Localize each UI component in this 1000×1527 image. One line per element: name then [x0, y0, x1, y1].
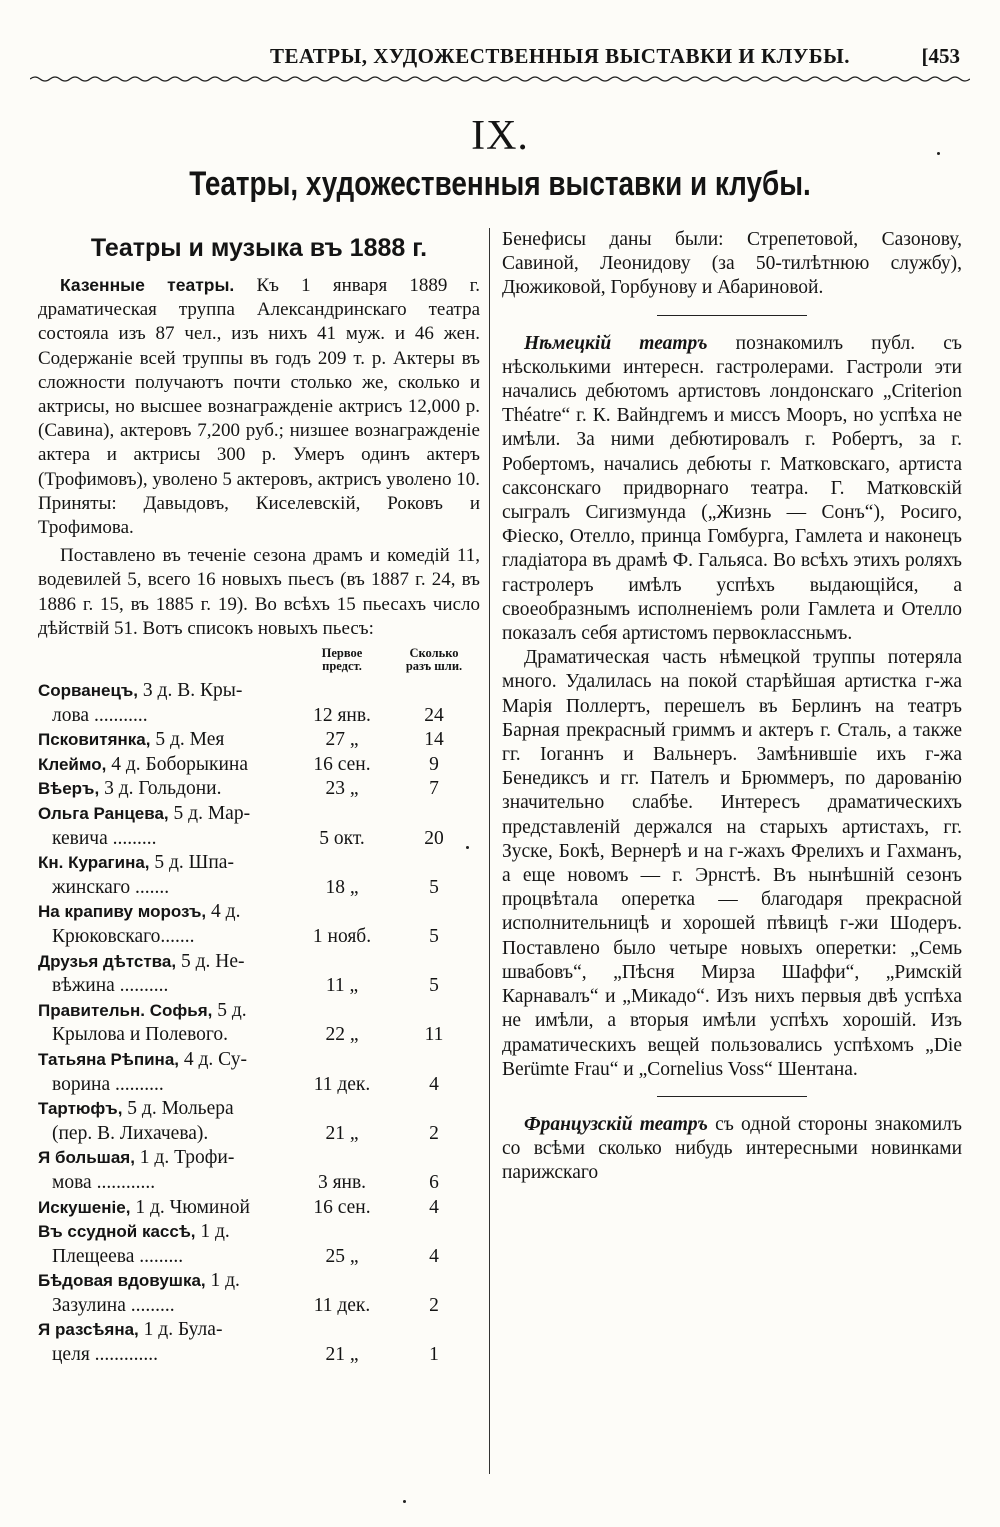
first-performance-cell: 11 дек. — [313, 1294, 371, 1316]
column-divider — [489, 228, 490, 1474]
table-header-times-performed: Сколько разъ шли. — [405, 646, 463, 674]
first-performance-cell: 11 дек. — [313, 1073, 371, 1095]
subheading: Театры и музыка въ 1888 г. — [90, 234, 428, 262]
play-title-continuation: целя ............. — [52, 1344, 159, 1366]
play-cell — [38, 851, 296, 900]
table-row — [38, 1318, 480, 1367]
paragraph-new-plays: Поставлено въ теченіе сезона драмъ и комедій 11, водевилей 5, всего 16 новыхъ пьесъ (въ 1887 г. 24, въ 1886 г. 15, въ 1885 г. 19). Во всѣхъ 15 пьесахъ число дѣйствій 51. Вотъ списокъ новыхъ пьесъ: — [38, 545, 480, 639]
play-detail: 5 д. — [212, 999, 247, 1021]
play-title-line — [38, 950, 296, 975]
play-name: Я большая, — [38, 1148, 135, 1168]
paragraph-text: познакомилъ публ. съ нѣсколькими интересн. гастролерами. Гастроли эти начались дебютомъ артистовъ лондонскаго „Criterion Théatre“ г. К. Вайндгемъ и миссъ Мооръ, но успѣха не имѣли. За ними дебютировалъ г. Робертъ, за г. Робертомъ, начались дебюты г. Матковскаго, артиста саксонскаго придворнаго театра. Г. Матковскій сыгралъ Сигизмунда („Жизнь — Сонъ“), Росиго, Фіеско, Отелло, принца Гомбурга, Гамлета и наконецъ гладіатора въ драмѣ Ф. Гальяса. Во всѣхъ этихъ роляхъ гастролеръ имѣлъ успѣхъ выдающійся, а своеобразнымъ исполненіемъ роли Гамлета и Отелло показалъ себя артистомъ первоклассньмъ. — [502, 332, 963, 645]
play-detail: 1 д. — [195, 1221, 230, 1243]
play-name: Искушеніе, — [38, 1197, 131, 1217]
play-name: Правительн. Софья, — [38, 1000, 213, 1020]
play-detail: 1 д. — [205, 1270, 240, 1292]
times-performed-cell: 2 — [429, 1122, 439, 1144]
first-performance-cell: 5 окт. — [319, 827, 365, 849]
play-title-line — [38, 1220, 296, 1245]
first-performance-cell: 21 „ — [325, 1122, 359, 1144]
first-performance-cell: 11 „ — [325, 975, 359, 997]
first-performance-cell: 18 „ — [325, 876, 359, 898]
times-performed-cell: 11 — [424, 1024, 444, 1046]
play-name: Въ ссудной кассѣ, — [38, 1222, 196, 1242]
plays-table-body — [38, 679, 480, 1368]
play-cell — [38, 679, 296, 728]
paragraph-text: Къ 1 января 1889 г. драматическая труппа Александринскаго театра состояла изъ 87 чел., изъ нихъ 41 муж. и 46 жен. Содержаніе всей труппы въ годъ 209 т. р. Актеры въ сложности получаютъ почти столько же, сколько и актрисы, но высшее вознагражденіе актрисъ 12,000 р. (Савина), актеровъ 7,200 руб.; низшее вознагражденіе актера и актрисы 300 р. Умеръ одинъ актеръ (Трофимовъ), уволено 5 актеровъ, актрисъ уволено 10. Приняты: Давыдовъ, Киселевскій, Роковъ и Трофимова. — [38, 275, 480, 539]
times-performed-cell: 5 — [429, 876, 439, 898]
table-row — [38, 728, 480, 753]
first-performance-cell: 27 „ — [325, 729, 359, 751]
runin-heading: Нѣмецкій театръ — [524, 332, 708, 354]
play-title-line — [38, 1269, 296, 1294]
play-cell — [38, 950, 296, 999]
table-row — [38, 1146, 480, 1195]
times-performed-cell: 2 — [429, 1294, 439, 1316]
table-row — [38, 1097, 480, 1146]
first-performance-cell: 16 сен. — [313, 1196, 371, 1218]
plays-table — [38, 647, 480, 1368]
play-detail: 5 д. Шпа- — [149, 852, 234, 874]
play-name: Друзья дѣтства, — [38, 951, 177, 971]
play-name: Я разсѣяна, — [38, 1320, 139, 1340]
table-row — [38, 1048, 480, 1097]
play-title-continuation: лова ........... — [52, 704, 148, 726]
paragraph-state-theatres — [38, 273, 480, 540]
table-row — [38, 999, 480, 1048]
play-title-line — [38, 753, 296, 778]
play-title-continuation: вѣжина .......... — [52, 975, 169, 997]
play-title-continuation: Плещеева ......... — [52, 1245, 184, 1267]
play-title-continuation: жинскаго ....... — [52, 876, 170, 898]
table-header-first-performance: Первое предст. — [321, 646, 363, 674]
play-detail: 4 д. — [206, 901, 241, 923]
play-cell — [38, 1196, 296, 1221]
table-row — [38, 1196, 480, 1221]
play-title-line — [38, 851, 296, 876]
times-performed-cell: 4 — [429, 1196, 439, 1218]
play-name: Ольга Ранцева, — [38, 804, 169, 824]
play-detail: 5 д. Мея — [150, 729, 225, 751]
runin-heading: Французскій театръ — [524, 1113, 708, 1135]
play-cell — [38, 900, 296, 949]
table-row — [38, 753, 480, 778]
print-speck — [937, 152, 940, 155]
runin-heading: Казенные театры. — [60, 275, 235, 295]
play-name: Тартюфъ, — [38, 1099, 123, 1119]
play-detail: 4 д. Су- — [179, 1048, 247, 1070]
play-title-line — [38, 1318, 296, 1343]
times-performed-cell: 4 — [429, 1073, 439, 1095]
play-title-continuation: ворина .......... — [52, 1073, 164, 1095]
play-cell — [38, 1269, 296, 1318]
play-title-continuation: Крюковскаго....... — [52, 925, 195, 947]
page-number: [453 — [921, 44, 960, 68]
times-performed-cell: 7 — [429, 778, 439, 800]
table-row — [38, 1220, 480, 1269]
wavy-rule — [30, 74, 970, 84]
first-performance-cell: 1 нояб. — [312, 925, 372, 947]
times-performed-cell: 5 — [429, 925, 439, 947]
first-performance-cell: 23 „ — [325, 778, 359, 800]
play-title-line — [38, 1146, 296, 1171]
separator-rule — [657, 1096, 807, 1097]
play-name: Сорванецъ, — [38, 681, 139, 701]
play-title-continuation: кевича ......... — [52, 827, 157, 849]
play-detail: 1 д. Трофи- — [134, 1147, 235, 1169]
play-title-line — [38, 802, 296, 827]
left-column — [38, 228, 480, 1368]
running-title: ТЕАТРЫ, ХУДОЖЕСТВЕННЫЯ ВЫСТАВКИ И КЛУБЫ. — [269, 44, 850, 68]
play-title-line — [38, 777, 296, 802]
print-speck — [403, 1500, 406, 1503]
separator-rule — [657, 315, 807, 316]
times-performed-cell: 6 — [429, 1171, 439, 1193]
play-cell — [38, 728, 296, 753]
play-cell — [38, 1146, 296, 1195]
play-title-continuation: мова ............ — [52, 1171, 156, 1193]
first-performance-cell: 3 янв. — [317, 1171, 367, 1193]
table-row — [38, 851, 480, 900]
times-performed-cell: 9 — [429, 753, 439, 775]
play-detail: 1 д. Чюминой — [130, 1196, 250, 1218]
play-detail: 4 д. Боборыкина — [106, 753, 248, 775]
section-number: IX. — [471, 113, 529, 159]
play-detail: 3 д. В. Кры- — [138, 680, 243, 702]
play-title-continuation: (пер. В. Лихачева). — [52, 1122, 209, 1144]
play-name: На крапиву морозъ, — [38, 902, 207, 922]
table-header-blank — [38, 647, 296, 679]
table-row — [38, 950, 480, 999]
play-cell — [38, 999, 296, 1048]
paragraph-german-theatre — [502, 332, 962, 647]
play-title-line — [38, 1196, 296, 1221]
table-row — [38, 1269, 480, 1318]
print-speck — [466, 846, 469, 849]
first-performance-cell: 22 „ — [325, 1024, 359, 1046]
play-name: Псковитянка, — [38, 730, 151, 750]
play-detail: 1 д. Була- — [138, 1319, 223, 1341]
play-name: Кн. Курагина, — [38, 853, 150, 873]
first-performance-cell: 21 „ — [325, 1344, 359, 1366]
table-row — [38, 777, 480, 802]
play-detail: 5 д. Мар- — [168, 803, 251, 825]
play-name: Бѣдовая вдовушка, — [38, 1271, 206, 1291]
play-title-line — [38, 999, 296, 1024]
times-performed-cell: 4 — [429, 1245, 439, 1267]
play-cell — [38, 1220, 296, 1269]
play-cell — [38, 802, 296, 851]
first-performance-cell: 16 сен. — [313, 753, 371, 775]
play-name: Клеймо, — [38, 754, 107, 774]
play-cell — [38, 1318, 296, 1367]
first-performance-cell: 12 янв. — [313, 704, 371, 726]
paragraph-text: съ одной стороны знакомилъ со всѣми сколько нибудь интересными новинками парижскаго — [502, 1113, 962, 1184]
play-title-line — [38, 1048, 296, 1073]
play-detail: 5 д. Не- — [176, 950, 245, 972]
play-cell — [38, 1097, 296, 1146]
table-row — [38, 802, 480, 851]
times-performed-cell: 14 — [424, 729, 444, 751]
play-title-continuation: Зазулина ......... — [52, 1294, 175, 1316]
times-performed-cell: 5 — [429, 975, 439, 997]
play-title-line — [38, 1097, 296, 1122]
play-name: Вѣеръ, — [38, 779, 100, 799]
play-detail: 5 д. Мольера — [122, 1098, 234, 1120]
paragraph-german-troupe: Драматическая часть нѣмецкой труппы потеряла много. Удалилась на покой старѣйшая артистка г-жа Марія Поллертъ, перешелъ въ Берлинъ на театръ Барная прекрасный гриммъ и актеръ г. Сталь, а также гг. Іоганнъ и Вальнеръ. Замѣнившіе ихъ г-жа Бенедиксъ и гг. Пателъ и Брюммеръ, по дарованію значительно слабѣе. Интересъ драматическихъ представленій держался на старыхъ артистахъ, гг. Зуске, Бокѣ, Вернерѣ и на г-жахъ Фрелихъ и Гахманъ, а еще новомъ — г. Эрнстѣ. Въ нынѣшній сезонъ процвѣтала оперетка — благодаря прекрасной исполнительницѣ и хорошей пѣвицѣ г-жи Шодеръ. Поставлено было четыре новыхъ оперетки: „Семь швабовъ“, „Пѣсня Мирза Шаффи“, „Римскій Карнавалъ“ и „Микадо“. Изъ нихъ первыя двѣ успѣха не имѣли, а вторыя имѣли успѣхъ хорошій. Изъ драматическихъ вещей пользовались успѣхомъ „Die Berümte Frau“ и „Cornelius Voss“ Шентана. — [502, 647, 962, 1080]
play-title-line — [38, 728, 296, 753]
right-column — [502, 228, 962, 1186]
play-name: Татьяна Рѣпина, — [38, 1049, 180, 1069]
table-row — [38, 679, 480, 728]
play-cell — [38, 777, 296, 802]
times-performed-cell: 24 — [424, 704, 444, 726]
play-title-line — [38, 679, 296, 704]
table-header-row — [38, 647, 480, 679]
paragraph-french-theatre — [502, 1113, 962, 1186]
table-row — [38, 900, 480, 949]
section-title: Театры, художественныя выставки и клубы. — [189, 165, 811, 203]
running-head — [30, 38, 970, 74]
play-title-line — [38, 900, 296, 925]
times-performed-cell: 1 — [429, 1344, 439, 1366]
times-performed-cell: 20 — [424, 827, 444, 849]
play-title-continuation: Крылова и Полевого. — [52, 1024, 229, 1046]
play-cell — [38, 753, 296, 778]
play-cell — [38, 1048, 296, 1097]
first-performance-cell: 25 „ — [325, 1245, 359, 1267]
paragraph-benefits: Бенефисы даны были: Стрепетовой, Сазонову, Савиной, Леонидову (за 50-тилѣтнюю службу), Дюжиковой, Горбунову и Абариновой. — [502, 229, 962, 299]
play-detail: 3 д. Гольдони. — [99, 778, 222, 800]
